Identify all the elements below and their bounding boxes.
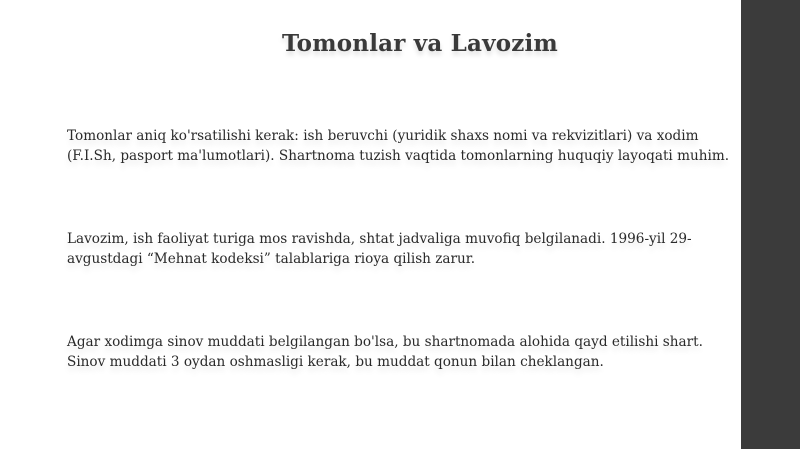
paragraph-probation: Agar xodimga sinov muddati belgilangan bo'lsa, bu shartnomada alohida qayd etilishi shart. Sinov muddati 3 oydan oshmasligi kerak, bu muddat qonun bilan cheklangan. <box>67 334 703 370</box>
side-bar <box>741 0 800 449</box>
slide-title: Tomonlar va Lavozim <box>282 30 558 57</box>
paragraph-position: Lavozim, ish faoliyat turiga mos ravishda, shtat jadvaliga muvofiq belgilanadi. 1996-yil 29-avgustdagi “Mehnat kodeksi” talablariga rioya qilish zarur. <box>67 231 692 267</box>
paragraph-parties: Tomonlar aniq ko'rsatilishi kerak: ish beruvchi (yuridik shaxs nomi va rekvizitlari) va xodim (F.I.Sh, pasport ma'lumotlari). Shartnoma tuzish vaqtida tomonlarning huquqiy layoqati muhim. <box>67 128 730 164</box>
